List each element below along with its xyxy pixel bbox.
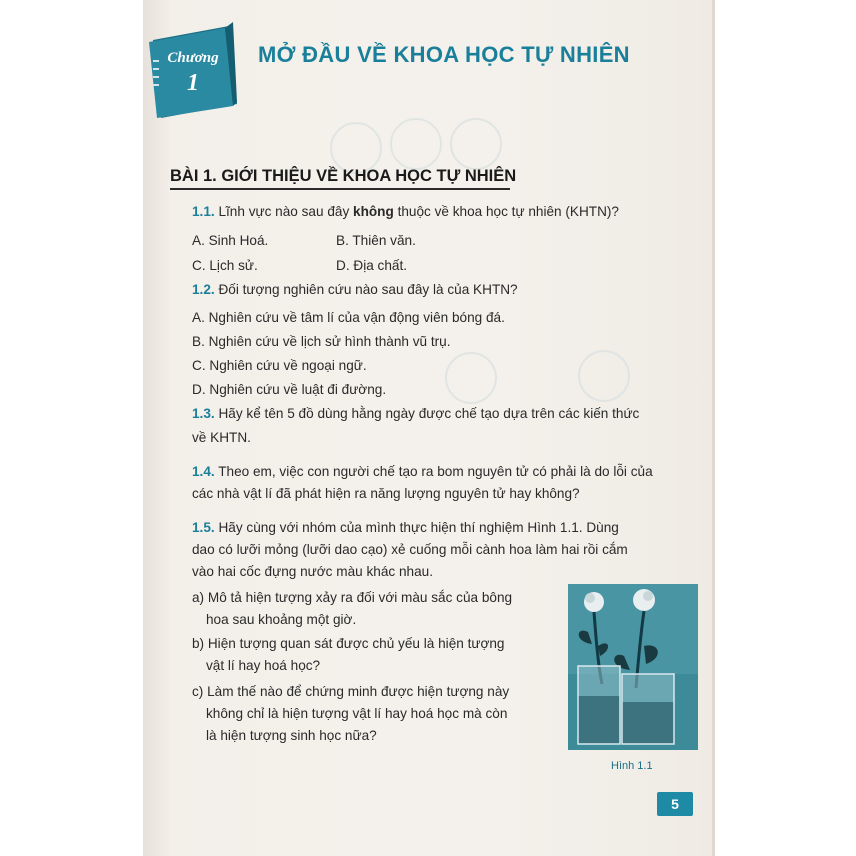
option-d: D. Địa chất.: [336, 258, 408, 273]
question-text-cont: về KHTN.: [192, 430, 251, 445]
sub-question-a: a) Mô tả hiện tượng xảy ra đối với màu sắc của bông: [192, 590, 513, 605]
question-number: 1.3.: [192, 406, 215, 421]
lesson-title: BÀI 1. GIỚI THIỆU VỀ KHOA HỌC TỰ NHIÊN: [170, 167, 517, 185]
question-number: 1.2.: [192, 282, 215, 297]
option-b: B. Nghiên cứu về lịch sử hình thành vũ trụ.: [192, 334, 451, 349]
page-edge: [712, 0, 715, 856]
question-text: Đối tượng nghiên cứu nào sau đây là của KHTN?: [214, 282, 518, 297]
chapter-book-icon: [147, 18, 239, 120]
ghost-circle-5: [445, 352, 497, 404]
chapter-title: MỞ ĐẦU VỀ KHOA HỌC TỰ NHIÊN: [258, 42, 630, 67]
question-text: Hãy cùng với nhóm của mình thực hiện thí nghiệm Hình 1.1. Dùng: [214, 520, 619, 535]
sub-question-c: c) Làm thế nào để chứng minh được hiện tượng này: [192, 684, 510, 699]
question-text-cont: dao có lưỡi mỏng (lưỡi dao cạo) xẻ cuống mỗi cành hoa làm hai rồi cắm: [192, 542, 628, 557]
question-emphasis: không: [353, 204, 394, 219]
sub-question-c-cont: không chỉ là hiện tượng vật lí hay hoá học mà còn: [206, 706, 508, 721]
question-text: thuộc về khoa học tự nhiên (KHTN)?: [393, 204, 619, 219]
chapter-number: 1: [187, 70, 199, 96]
lesson-underline: [170, 188, 510, 190]
ghost-circle-2: [390, 118, 442, 170]
question-text: Lĩnh vực nào sau đây: [214, 204, 354, 219]
option-c: C. Nghiên cứu về ngoại ngữ.: [192, 358, 367, 373]
question-1-3: [192, 406, 639, 421]
sub-question-b-cont: vật lí hay hoá học?: [206, 658, 321, 673]
question-text: Theo em, việc con người chế tạo ra bom nguyên tử có phải là do lỗi của: [214, 464, 653, 479]
question-number: 1.5.: [192, 520, 215, 535]
option-b: B. Thiên văn.: [336, 233, 416, 248]
question-text-cont: các nhà vật lí đã phát hiện ra năng lượng nguyên tử hay không?: [192, 486, 580, 501]
question-text-cont: vào hai cốc đựng nước màu khác nhau.: [192, 564, 433, 579]
figure-caption: Hình 1.1: [611, 760, 653, 772]
option-c: C. Lịch sử.: [192, 258, 258, 273]
flowers-in-glasses-image: [568, 584, 698, 750]
option-a: A. Sinh Hoá.: [192, 233, 269, 248]
chapter-label: Chương: [167, 50, 219, 66]
sub-question-c-cont: là hiện tượng sinh học nữa?: [206, 728, 377, 743]
option-d: D. Nghiên cứu về luật đi đường.: [192, 382, 387, 397]
question-1-5: [192, 520, 619, 535]
ghost-circle-3: [450, 118, 502, 170]
question-1-4: [192, 464, 653, 479]
ghost-circle-4: [578, 350, 630, 402]
page-number-badge: 5: [657, 792, 693, 816]
question-number: 1.4.: [192, 464, 215, 479]
sub-question-a-cont: hoa sau khoảng một giờ.: [206, 612, 357, 627]
question-1-2: [192, 282, 518, 297]
sub-question-b: b) Hiện tượng quan sát được chủ yếu là hiện tượng: [192, 636, 505, 651]
option-a: A. Nghiên cứu về tâm lí của vận động viên bóng đá.: [192, 310, 505, 325]
question-1-1: [192, 204, 619, 219]
question-number: 1.1.: [192, 204, 215, 219]
question-text: Hãy kể tên 5 đồ dùng hằng ngày được chế tạo dựa trên các kiến thức: [214, 406, 640, 421]
figure-photo: [568, 584, 698, 750]
